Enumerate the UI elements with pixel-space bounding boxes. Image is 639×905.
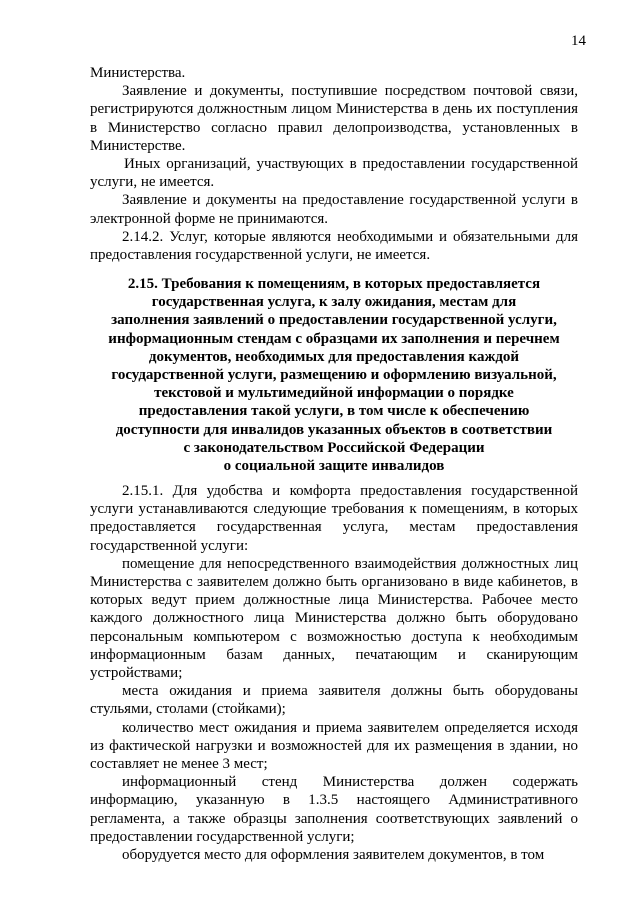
paragraph: 2.14.2. Услуг, которые являются необходимыми и обязательными для предоставления государственной услуги, не имеется. bbox=[90, 228, 578, 264]
top-text-block bbox=[90, 64, 578, 264]
heading-line: предоставления такой услуги, в том числе к обеспечению bbox=[138, 403, 530, 420]
paragraph: оборудуется место для оформления заявителем документов, в том bbox=[122, 847, 545, 864]
heading-line: государственная услуга, к залу ожидания, местам для bbox=[151, 294, 517, 311]
heading-line: документов, необходимых для предоставления каждой bbox=[148, 348, 520, 365]
heading-line: о социальной защите инвалидов bbox=[223, 458, 445, 475]
paragraph: Заявление и документы на предоставление государственной услуги в электронной форме не принимаются. bbox=[90, 192, 578, 227]
heading-line: заполнения заявлений о предоставлении государственной услуги, bbox=[111, 312, 557, 329]
heading-line: 2.15. Требования к помещениям, в которых предоставляется bbox=[127, 276, 541, 292]
paragraph: места ожидания и приема заявителя должны быть оборудованы стульями, столами (стойками); bbox=[90, 683, 578, 718]
paragraph: 2.15.1. Для удобства и комфорта предоставления государственной услуги устанавливаются следующие требования к помещениям, в которых предоставляется государственная услуга, местам предоставления государственной услуги: bbox=[90, 483, 578, 554]
paragraph: количество мест ожидания и приема заявителем определяется исходя из фактической нагрузки и возможностей для их размещения в здании, но составляет не менее 3 мест; bbox=[90, 719, 578, 773]
paragraph: помещение для непосредственного взаимодействия должностных лиц Министерства с заявителем должно быть организовано в виде кабинетов, в которых ведут прием должностные лица Министерства. Рабочее место каждого должностного лица Министерства должно быть оборудовано персональным компьютером с возможностью доступа к необходимым информационным базам данных, печатающим и сканирующим устройствами; bbox=[90, 555, 578, 682]
paragraph: информационный стенд Министерства должен содержать информацию, указанную в 1.3.5 настоящего Административного регламента, а также образцы заполнения соответствующих заявлений о предоставлении государственной услуги; bbox=[90, 774, 578, 845]
heading-line: доступности для инвалидов указанных объектов в соответствии bbox=[115, 421, 553, 438]
section-heading bbox=[100, 275, 568, 475]
paragraph: Заявление и документы, поступившие посредством почтовой связи, регистрируются должностным лицом Министерства в день их поступления в Министерство согласно правил делопроизводства, установленных в Министерстве. bbox=[90, 83, 578, 154]
heading-line: с законодательством Российской Федерации bbox=[183, 439, 485, 456]
paragraph: Министерства. bbox=[90, 65, 186, 81]
heading-line: информационным стендам с образцами их заполнения и перечнем bbox=[108, 330, 560, 347]
bottom-text-block bbox=[90, 482, 578, 864]
page-number: 14 bbox=[571, 33, 586, 49]
heading-line: государственной услуги, размещению и оформлению визуальной, bbox=[111, 367, 557, 384]
heading-line: текстовой и мультимедийной информации о порядке bbox=[154, 385, 514, 402]
paragraph: Иных организаций, участвующих в предоставлении государственной услуги, не имеется. bbox=[90, 156, 578, 191]
